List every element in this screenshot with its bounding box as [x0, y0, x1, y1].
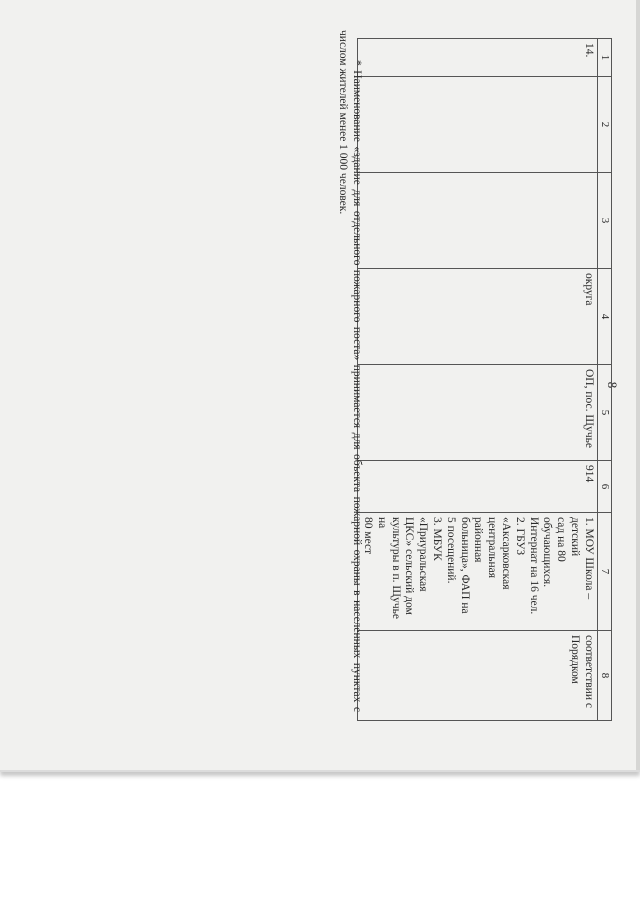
cell-text-line: Интернат на 16 чел.	[527, 517, 540, 615]
cell-text-line: центральная районная	[472, 517, 499, 579]
rotated-page-content	[40, 30, 620, 760]
table-cell-col6: 914	[358, 461, 598, 513]
cell-text-line: Порядком	[569, 635, 582, 684]
cell-text-line: 5 посещений.	[444, 517, 457, 584]
footnote-line: числом жителей менее 1 000 человек.	[336, 30, 349, 215]
column-header: 2	[597, 77, 611, 173]
column-header: 5	[597, 365, 611, 461]
cell-text-line: 2. ГБУЗ «Аксарковская	[500, 517, 526, 590]
page-number: 8	[605, 381, 620, 389]
column-header: 4	[597, 269, 611, 365]
cell-text-line: ЦКС» сельский дом	[403, 517, 416, 615]
cell-text-line: культуры в п. Щучье на	[375, 517, 402, 620]
cell-text-line: 1. МОУ Школа – детский	[569, 517, 595, 600]
footnote-line: * Наименование «здание для отдельного пожарного поста» принимается для объекта пожарной охраны в населенных пунктах с	[351, 60, 363, 712]
cell-text-line: 80 мест	[362, 517, 375, 555]
column-header: 1	[597, 39, 611, 77]
cell-text-line: 3. МБУК «Приуральская	[417, 517, 444, 592]
cell-text-line: сад на 80 обучающихся.	[541, 517, 568, 588]
table-row	[358, 39, 598, 721]
table-cell-col2	[358, 77, 598, 173]
table-cell-col5: ОП, пос. Щучье	[358, 365, 598, 461]
table-cell-col7	[358, 513, 598, 631]
cell-text-line: соответствии с	[582, 635, 595, 708]
cell-text-line: больница», ФАП на	[458, 517, 471, 614]
column-header: 3	[597, 173, 611, 269]
data-table	[357, 38, 612, 721]
row-number-cell: 14.	[358, 39, 598, 77]
table-cell-col4: округа	[358, 269, 598, 365]
table-cell-col3	[358, 173, 598, 269]
scan-edge-shadow	[636, 0, 640, 770]
column-header: 6	[597, 461, 611, 513]
column-header: 8	[597, 631, 611, 721]
table-header-row	[597, 39, 611, 721]
footnote	[335, 30, 364, 712]
column-header: 7	[597, 513, 611, 631]
table-cell-col8	[358, 631, 598, 721]
